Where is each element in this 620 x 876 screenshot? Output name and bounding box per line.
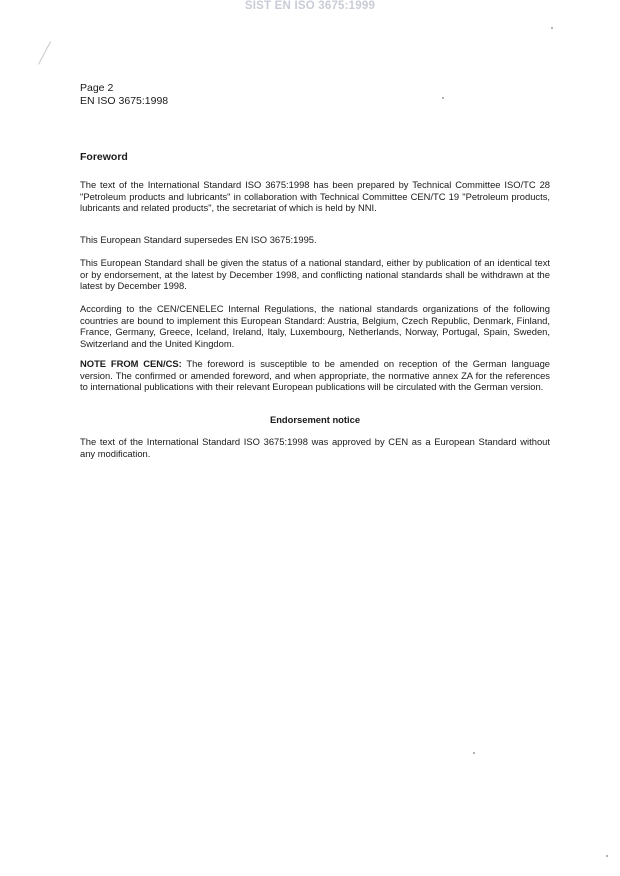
scan-speck bbox=[606, 855, 608, 857]
foreword-paragraph-4: According to the CEN/CENELEC Internal Regulations, the national standards organizations of the following countries are bound to implement this European Standard: Austria, Belgium, Czech Republic, Denmark, Finland, France, Germany, Greece, Iceland, Ireland, Italy, Luxembourg, Netherlands, Norway, Portugal, Spain, Sweden, Switzerland and the United Kingdom. bbox=[80, 303, 550, 349]
note-label: NOTE FROM CEN/CS: bbox=[80, 358, 182, 369]
foreword-paragraph-3: This European Standard shall be given the status of a national standard, either by publication of an identical text or by endorsement, at the latest by December 1998, and conflicting national standards shall be withdrawn at the latest by December 1998. bbox=[80, 257, 550, 292]
foreword-paragraph-2: This European Standard supersedes EN ISO 3675:1995. bbox=[80, 234, 317, 245]
standard-reference: EN ISO 3675:1998 bbox=[80, 95, 169, 107]
note-text: The foreword is susceptible to be amended on reception of the German language version. The confirmed or amended foreword, and when appropriate, the normative annex ZA for the references to international publications with their relevant European publications will be circulated with the German version. bbox=[80, 358, 550, 393]
page-header bbox=[80, 82, 168, 108]
endorsement-title: Endorsement notice bbox=[269, 414, 361, 425]
note-paragraph bbox=[80, 358, 550, 393]
endorsement-text: The text of the International Standard ISO 3675:1998 was approved by CEN as a European Standard without any modification. bbox=[80, 436, 550, 459]
scan-speck bbox=[551, 27, 553, 29]
scan-mark bbox=[38, 41, 51, 64]
foreword-heading: Foreword bbox=[80, 151, 128, 163]
scan-speck bbox=[473, 752, 475, 754]
page-number: Page 2 bbox=[80, 82, 114, 94]
foreword-paragraph-1: The text of the International Standard ISO 3675:1998 has been prepared by Technical Committee ISO/TC 28 "Petroleum products and lubricants" in collaboration with Technical Committee CEN/TC 19 "Petroleum products, lubricants and related products", the secretariat of which is held by NNI. bbox=[80, 179, 550, 214]
watermark: SIST EN ISO 3675:1999 bbox=[244, 0, 376, 12]
scan-speck bbox=[442, 97, 444, 99]
